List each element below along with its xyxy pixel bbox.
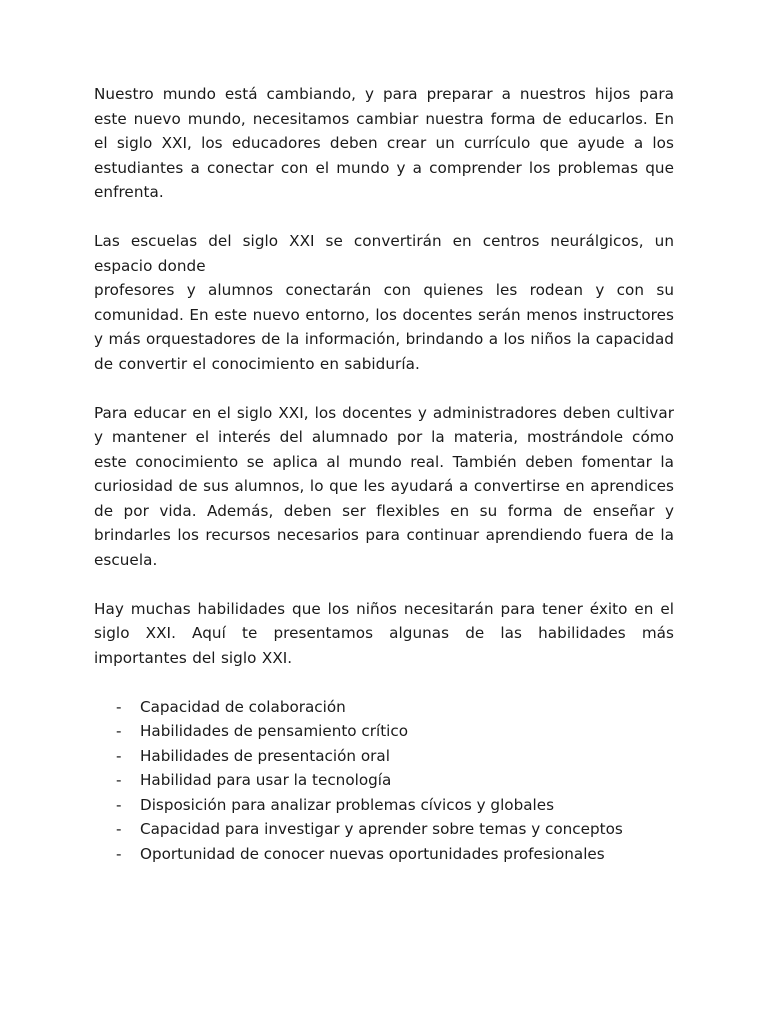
paragraph-intro <box>94 82 674 205</box>
list-item <box>116 719 674 744</box>
list-marker: - <box>116 771 122 789</box>
paragraph-text: profesores y alumnos conectarán con quienes les rodean y con su comunidad. En este nuevo entorno, los docentes serán menos instructores y más orquestadores de la información, brindando a los niños la capacidad de convertir el conocimiento en sabiduría. <box>94 281 674 373</box>
list-item <box>116 793 674 818</box>
list-marker: - <box>116 844 122 863</box>
list-item-text: Capacidad de colaboración <box>140 697 346 716</box>
list-item-text: Oportunidad de conocer nuevas oportunidades profesionales <box>140 844 605 863</box>
list-item <box>116 768 674 793</box>
list-item <box>116 744 674 769</box>
list-item-text: Habilidades de pensamiento crítico <box>140 722 409 740</box>
list-item <box>116 817 674 842</box>
list-marker: - <box>116 795 122 814</box>
paragraph-teaching <box>94 401 674 573</box>
paragraph-text: Para educar en el siglo XXI, los docentes y administradores deben cultivar y mantener el interés del alumnado por la materia, mostrándole cómo este conocimiento se aplica al mundo real. También deben fomentar la curiosidad de sus alumnos, lo que les ayudará a convertirse en aprendices de por vida. Además, deben ser flexibles en su forma de enseñar y brindarles los recursos necesarios para continuar aprendiendo fuera de la escuela. <box>94 403 674 569</box>
list-marker: - <box>116 722 122 740</box>
list-item-text: Habilidad para usar la tecnología <box>140 771 392 789</box>
list-item-text: Disposición para analizar problemas cívicos y globales <box>140 795 554 814</box>
paragraph-skills-intro <box>94 597 674 671</box>
list-item <box>116 695 674 720</box>
list-marker: - <box>116 746 122 765</box>
list-item-text: Capacidad para investigar y aprender sobre temas y conceptos <box>140 820 623 838</box>
paragraph-text: Nuestro mundo está cambiando, y para preparar a nuestros hijos para este nuevo mundo, necesitamos cambiar nuestra forma de educarlos. En el siglo XXI, los educadores deben crear un currículo que ayude a los estudiantes a conectar con el mundo y a comprender los problemas que enfrenta. <box>94 85 674 201</box>
list-marker: - <box>116 820 122 838</box>
paragraph-text: Hay muchas habilidades que los niños necesitarán para tener éxito en el siglo XXI. Aquí te presentamos algunas de las habilidades más importantes del siglo XXI. <box>94 599 674 667</box>
list-item-text: Habilidades de presentación oral <box>140 746 390 765</box>
paragraph-schools <box>94 229 674 376</box>
list-item <box>116 842 674 867</box>
list-marker: - <box>116 697 122 716</box>
document-page <box>94 82 674 866</box>
paragraph-text: Las escuelas del siglo XXI se convertirán en centros neurálgicos, un espacio donde <box>94 232 674 275</box>
skills-list <box>94 695 674 867</box>
